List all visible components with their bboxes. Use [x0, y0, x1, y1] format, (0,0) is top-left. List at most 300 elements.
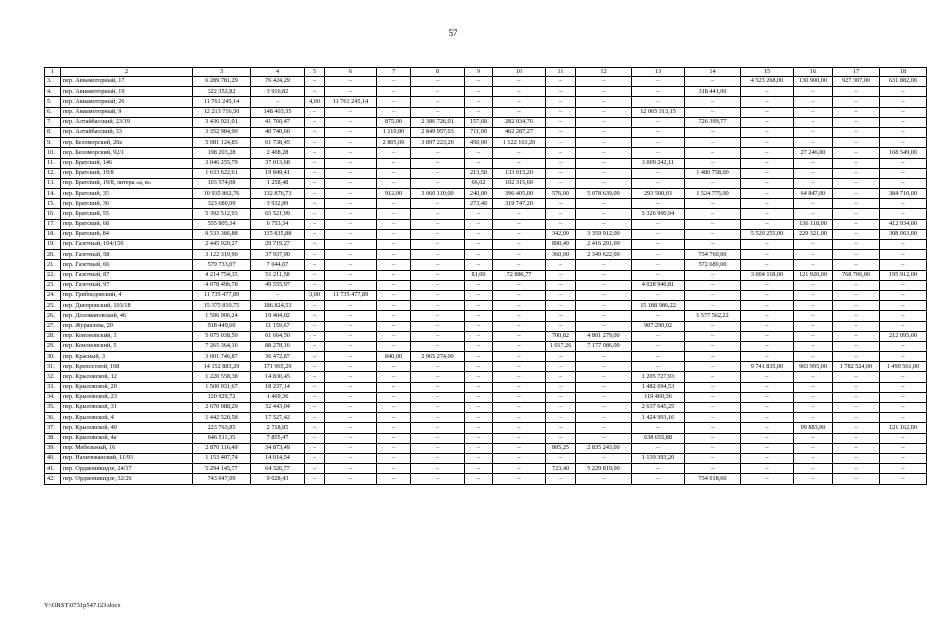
- value-cell: –: [576, 127, 632, 137]
- value-cell: –: [794, 352, 833, 362]
- value-cell: –: [546, 433, 576, 443]
- address-cell: пер. Днепровский, 103/18: [61, 301, 193, 311]
- value-cell: 3 122 319,90: [193, 250, 251, 260]
- address-cell: пер. Красный, 3: [61, 352, 193, 362]
- value-cell: –: [546, 178, 576, 188]
- value-cell: –: [305, 189, 325, 199]
- table-row: [45, 240, 927, 250]
- value-cell: –: [880, 107, 927, 117]
- value-cell: –: [833, 382, 880, 392]
- value-cell: –: [465, 148, 493, 158]
- value-cell: –: [880, 209, 927, 219]
- value-cell: 555 805,34: [193, 219, 251, 229]
- value-cell: –: [546, 117, 576, 127]
- value-cell: 36 472,87: [251, 352, 305, 362]
- value-cell: –: [880, 464, 927, 474]
- table-row: [45, 301, 927, 311]
- value-cell: –: [465, 250, 493, 260]
- table-row: [45, 290, 927, 300]
- value-cell: –: [741, 423, 794, 433]
- value-cell: –: [632, 127, 685, 137]
- value-cell: –: [546, 77, 576, 87]
- value-cell: 723,40: [546, 464, 576, 474]
- value-cell: –: [880, 392, 927, 402]
- data-table: [44, 67, 927, 485]
- value-cell: –: [411, 260, 465, 270]
- table-row: [45, 331, 927, 341]
- table-row: [45, 423, 927, 433]
- value-cell: –: [493, 97, 546, 107]
- value-cell: –: [741, 138, 794, 148]
- value-cell: –: [741, 413, 794, 423]
- row-number-cell: 19.: [45, 240, 61, 250]
- value-cell: –: [493, 392, 546, 402]
- value-cell: –: [465, 413, 493, 423]
- value-cell: –: [493, 280, 546, 290]
- header-cell: 6: [325, 68, 377, 77]
- value-cell: –: [325, 77, 377, 87]
- value-cell: –: [305, 168, 325, 178]
- value-cell: –: [576, 392, 632, 402]
- address-cell: пер. Беломорский, 20а: [61, 138, 193, 148]
- value-cell: 322 352,82: [193, 87, 251, 97]
- row-number-cell: 41.: [45, 464, 61, 474]
- value-cell: –: [411, 280, 465, 290]
- value-cell: –: [377, 158, 411, 168]
- address-cell: пер. Крыловской, 31: [61, 403, 193, 413]
- value-cell: –: [546, 362, 576, 372]
- value-cell: –: [251, 290, 305, 300]
- table-row: [45, 352, 927, 362]
- value-cell: 890,49: [546, 240, 576, 250]
- address-cell: пер. Газетный, 97: [61, 280, 193, 290]
- value-cell: –: [325, 107, 377, 117]
- value-cell: –: [411, 321, 465, 331]
- value-cell: 3 359 912,00: [576, 229, 632, 239]
- header-cell: 1: [45, 68, 61, 77]
- value-cell: –: [632, 464, 685, 474]
- value-cell: 734 018,66: [685, 474, 741, 484]
- value-cell: –: [493, 158, 546, 168]
- value-cell: 102 315,60: [493, 178, 546, 188]
- value-cell: –: [880, 240, 927, 250]
- value-cell: 14 830,45: [251, 372, 305, 382]
- value-cell: –: [685, 158, 741, 168]
- value-cell: –: [880, 301, 927, 311]
- value-cell: –: [833, 341, 880, 351]
- value-cell: –: [493, 331, 546, 341]
- header-cell: 12: [576, 68, 632, 77]
- address-cell: пер. Крыловской, 20: [61, 382, 193, 392]
- value-cell: –: [685, 77, 741, 87]
- row-number-cell: 26.: [45, 311, 61, 321]
- value-cell: –: [305, 443, 325, 453]
- value-cell: –: [576, 107, 632, 117]
- table-row: [45, 219, 927, 229]
- value-cell: 81,00: [465, 270, 493, 280]
- value-cell: –: [880, 443, 927, 453]
- value-cell: –: [685, 453, 741, 463]
- value-cell: –: [833, 352, 880, 362]
- value-cell: –: [833, 250, 880, 260]
- value-cell: 61 664,50: [251, 331, 305, 341]
- value-cell: –: [576, 290, 632, 300]
- value-cell: 282 034,76: [493, 117, 546, 127]
- value-cell: –: [685, 403, 741, 413]
- value-cell: 2 805,00: [377, 138, 411, 148]
- value-cell: –: [493, 341, 546, 351]
- value-cell: 40 740,60: [251, 127, 305, 137]
- value-cell: –: [546, 199, 576, 209]
- value-cell: –: [305, 301, 325, 311]
- value-cell: –: [833, 423, 880, 433]
- value-cell: –: [685, 229, 741, 239]
- value-cell: 743 047,09: [193, 474, 251, 484]
- value-cell: –: [305, 311, 325, 321]
- value-cell: –: [685, 382, 741, 392]
- value-cell: 65 521,99: [251, 209, 305, 219]
- value-cell: 103 574,08: [193, 178, 251, 188]
- value-cell: –: [465, 97, 493, 107]
- value-cell: –: [741, 474, 794, 484]
- value-cell: –: [377, 443, 411, 453]
- value-cell: –: [794, 127, 833, 137]
- value-cell: –: [411, 464, 465, 474]
- value-cell: –: [377, 199, 411, 209]
- value-cell: 1 122 163,20: [493, 138, 546, 148]
- address-cell: пер. Газетный, 87: [61, 270, 193, 280]
- header-cell: 16: [794, 68, 833, 77]
- value-cell: –: [880, 413, 927, 423]
- value-cell: 11 735 477,89: [325, 290, 377, 300]
- value-cell: –: [305, 250, 325, 260]
- value-cell: –: [411, 403, 465, 413]
- value-cell: –: [465, 423, 493, 433]
- value-cell: –: [325, 87, 377, 97]
- value-cell: –: [493, 219, 546, 229]
- value-cell: 120 929,72: [193, 392, 251, 402]
- value-cell: –: [576, 301, 632, 311]
- value-cell: –: [325, 219, 377, 229]
- value-cell: 1 017,26: [546, 341, 576, 351]
- value-cell: –: [880, 178, 927, 188]
- address-cell: пер. Авиамоторный, 9: [61, 107, 193, 117]
- value-cell: 1 424 993,16: [632, 413, 685, 423]
- value-cell: –: [880, 168, 927, 178]
- row-number-cell: 39.: [45, 443, 61, 453]
- header-cell: 14: [685, 68, 741, 77]
- value-cell: 1 782 524,00: [833, 362, 880, 372]
- value-cell: 2 637 645,25: [632, 403, 685, 413]
- row-number-cell: 30.: [45, 352, 61, 362]
- value-cell: –: [794, 372, 833, 382]
- value-cell: –: [576, 219, 632, 229]
- table-row: [45, 168, 927, 178]
- value-cell: –: [465, 87, 493, 97]
- value-cell: –: [305, 87, 325, 97]
- value-cell: –: [325, 301, 377, 311]
- value-cell: –: [493, 443, 546, 453]
- value-cell: –: [833, 331, 880, 341]
- value-cell: –: [880, 280, 927, 290]
- value-cell: 4 801 279,00: [576, 331, 632, 341]
- table-row: [45, 148, 927, 158]
- value-cell: 3 897 223,20: [411, 138, 465, 148]
- value-cell: –: [325, 362, 377, 372]
- value-cell: 726 399,77: [685, 117, 741, 127]
- value-cell: –: [685, 362, 741, 372]
- value-cell: –: [880, 199, 927, 209]
- value-cell: –: [325, 168, 377, 178]
- value-cell: –: [411, 433, 465, 443]
- value-cell: –: [465, 382, 493, 392]
- address-cell: пер. Крыловской, 23: [61, 392, 193, 402]
- address-cell: пер. Крепостной, 108: [61, 362, 193, 372]
- value-cell: 4 078 496,78: [193, 280, 251, 290]
- value-cell: –: [632, 87, 685, 97]
- value-cell: –: [546, 311, 576, 321]
- value-cell: –: [794, 168, 833, 178]
- value-cell: –: [685, 352, 741, 362]
- value-cell: –: [325, 474, 377, 484]
- value-cell: –: [493, 107, 546, 117]
- value-cell: –: [377, 311, 411, 321]
- value-cell: 6 289 781,29: [193, 77, 251, 87]
- value-cell: –: [576, 413, 632, 423]
- value-cell: –: [493, 87, 546, 97]
- value-cell: –: [493, 413, 546, 423]
- value-cell: 14 152 883,29: [193, 362, 251, 372]
- value-cell: 3 004 118,00: [741, 270, 794, 280]
- value-cell: –: [411, 77, 465, 87]
- table-row: [45, 341, 927, 351]
- value-cell: –: [880, 372, 927, 382]
- row-number-cell: 33.: [45, 382, 61, 392]
- value-cell: –: [305, 77, 325, 87]
- value-cell: –: [411, 87, 465, 97]
- value-cell: –: [377, 229, 411, 239]
- value-cell: –: [546, 260, 576, 270]
- address-cell: пер. Доломановский, 46: [61, 311, 193, 321]
- value-cell: 5 078 639,00: [576, 189, 632, 199]
- value-cell: 927 307,00: [833, 77, 880, 87]
- value-cell: –: [377, 362, 411, 372]
- value-cell: –: [546, 209, 576, 219]
- value-cell: 5 520 255,00: [741, 229, 794, 239]
- value-cell: –: [377, 423, 411, 433]
- value-cell: –: [411, 372, 465, 382]
- value-cell: –: [546, 97, 576, 107]
- value-cell: 7 855,47: [251, 433, 305, 443]
- value-cell: –: [741, 219, 794, 229]
- value-cell: –: [465, 260, 493, 270]
- value-cell: –: [493, 352, 546, 362]
- value-cell: –: [411, 443, 465, 453]
- value-cell: 1 110,80: [377, 127, 411, 137]
- table-row: [45, 453, 927, 463]
- value-cell: 412 934,00: [880, 219, 927, 229]
- value-cell: –: [305, 413, 325, 423]
- value-cell: –: [685, 372, 741, 382]
- value-cell: –: [833, 219, 880, 229]
- value-cell: 12 213 716,50: [193, 107, 251, 117]
- value-cell: –: [465, 209, 493, 219]
- table-row: [45, 372, 927, 382]
- value-cell: –: [576, 474, 632, 484]
- value-cell: –: [794, 443, 833, 453]
- value-cell: 64 847,00: [794, 189, 833, 199]
- row-number-cell: 24.: [45, 290, 61, 300]
- value-cell: 1 442 520,58: [193, 413, 251, 423]
- value-cell: –: [632, 362, 685, 372]
- value-cell: 1 500 931,67: [193, 382, 251, 392]
- value-cell: –: [377, 341, 411, 351]
- value-cell: –: [377, 97, 411, 107]
- address-cell: пер. Крыловской, 40: [61, 423, 193, 433]
- value-cell: –: [880, 158, 927, 168]
- address-cell: пер. Кононовский, 5: [61, 341, 193, 351]
- value-cell: –: [632, 352, 685, 362]
- address-cell: пер. Братский, 19/8, литера «а, в»: [61, 178, 193, 188]
- value-cell: –: [741, 352, 794, 362]
- value-cell: –: [493, 433, 546, 443]
- value-cell: –: [741, 158, 794, 168]
- value-cell: –: [465, 219, 493, 229]
- value-cell: –: [325, 423, 377, 433]
- table-row: [45, 311, 927, 321]
- header-cell: 8: [411, 68, 465, 77]
- value-cell: –: [411, 178, 465, 188]
- value-cell: 384 710,00: [880, 189, 927, 199]
- value-cell: –: [411, 158, 465, 168]
- value-cell: –: [741, 382, 794, 392]
- value-cell: –: [632, 219, 685, 229]
- table-row: [45, 107, 927, 117]
- value-cell: –: [632, 77, 685, 87]
- value-cell: –: [794, 290, 833, 300]
- value-cell: –: [880, 453, 927, 463]
- value-cell: –: [632, 240, 685, 250]
- value-cell: –: [833, 280, 880, 290]
- value-cell: 19 849,41: [251, 168, 305, 178]
- value-cell: –: [685, 97, 741, 107]
- value-cell: –: [546, 270, 576, 280]
- value-cell: –: [685, 280, 741, 290]
- value-cell: 168 549,00: [880, 148, 927, 158]
- value-cell: –: [741, 97, 794, 107]
- value-cell: –: [576, 352, 632, 362]
- value-cell: –: [685, 240, 741, 250]
- value-cell: 1 153 407,74: [193, 453, 251, 463]
- value-cell: –: [465, 107, 493, 117]
- value-cell: –: [741, 443, 794, 453]
- value-cell: –: [325, 158, 377, 168]
- row-number-cell: 4.: [45, 87, 61, 97]
- value-cell: 133 015,20: [493, 168, 546, 178]
- row-number-cell: 7.: [45, 117, 61, 127]
- value-cell: 18 237,14: [251, 382, 305, 392]
- value-cell: 132 876,73: [251, 189, 305, 199]
- value-cell: 3 916,82: [251, 87, 305, 97]
- value-cell: –: [411, 240, 465, 250]
- value-cell: 3 932,89: [251, 199, 305, 209]
- value-cell: –: [880, 403, 927, 413]
- table-row: [45, 97, 927, 107]
- value-cell: 51 211,58: [251, 270, 305, 280]
- address-cell: пер. Братский, 55: [61, 209, 193, 219]
- value-cell: 41 760,47: [251, 117, 305, 127]
- value-cell: –: [305, 423, 325, 433]
- value-cell: –: [880, 341, 927, 351]
- header-cell: 17: [833, 68, 880, 77]
- value-cell: –: [794, 250, 833, 260]
- value-cell: –: [741, 311, 794, 321]
- value-cell: –: [880, 87, 927, 97]
- value-cell: –: [880, 474, 927, 484]
- value-cell: –: [794, 97, 833, 107]
- value-cell: –: [411, 301, 465, 311]
- value-cell: 1 633 622,61: [193, 168, 251, 178]
- row-number-cell: 12.: [45, 168, 61, 178]
- value-cell: 2 408,28: [251, 148, 305, 158]
- value-cell: –: [493, 290, 546, 300]
- value-cell: –: [880, 127, 927, 137]
- table-row: [45, 199, 927, 209]
- value-cell: –: [305, 341, 325, 351]
- value-cell: 198 203,28: [193, 148, 251, 158]
- address-cell: пер. Братский, 84: [61, 229, 193, 239]
- address-cell: пер. Мебельный, 16: [61, 443, 193, 453]
- value-cell: –: [465, 280, 493, 290]
- table-row: [45, 250, 927, 260]
- table-row: [45, 270, 927, 280]
- value-cell: –: [741, 403, 794, 413]
- value-cell: –: [794, 107, 833, 117]
- address-cell: пер. Авиамоторный, 26: [61, 97, 193, 107]
- value-cell: 34 873,49: [251, 443, 305, 453]
- header-cell: 13: [632, 68, 685, 77]
- value-cell: 240,00: [465, 189, 493, 199]
- value-cell: –: [880, 260, 927, 270]
- value-cell: –: [794, 311, 833, 321]
- value-cell: –: [465, 321, 493, 331]
- value-cell: –: [741, 433, 794, 443]
- value-cell: –: [411, 270, 465, 280]
- value-cell: –: [741, 260, 794, 270]
- header-cell: 2: [61, 68, 193, 77]
- value-cell: –: [685, 209, 741, 219]
- value-cell: –: [411, 413, 465, 423]
- value-cell: –: [305, 107, 325, 117]
- value-cell: –: [741, 280, 794, 290]
- value-cell: –: [741, 321, 794, 331]
- value-cell: –: [325, 240, 377, 250]
- value-cell: 5 075 038,50: [193, 331, 251, 341]
- value-cell: 576,00: [546, 189, 576, 199]
- value-cell: 1 205 727,93: [632, 372, 685, 382]
- value-cell: –: [546, 168, 576, 178]
- value-cell: –: [377, 77, 411, 87]
- value-cell: 66,02: [465, 178, 493, 188]
- value-cell: –: [465, 352, 493, 362]
- value-cell: –: [833, 107, 880, 117]
- value-cell: –: [632, 168, 685, 178]
- value-cell: 119 460,36: [632, 392, 685, 402]
- value-cell: –: [465, 392, 493, 402]
- table-row: [45, 158, 927, 168]
- value-cell: –: [546, 372, 576, 382]
- value-cell: –: [632, 474, 685, 484]
